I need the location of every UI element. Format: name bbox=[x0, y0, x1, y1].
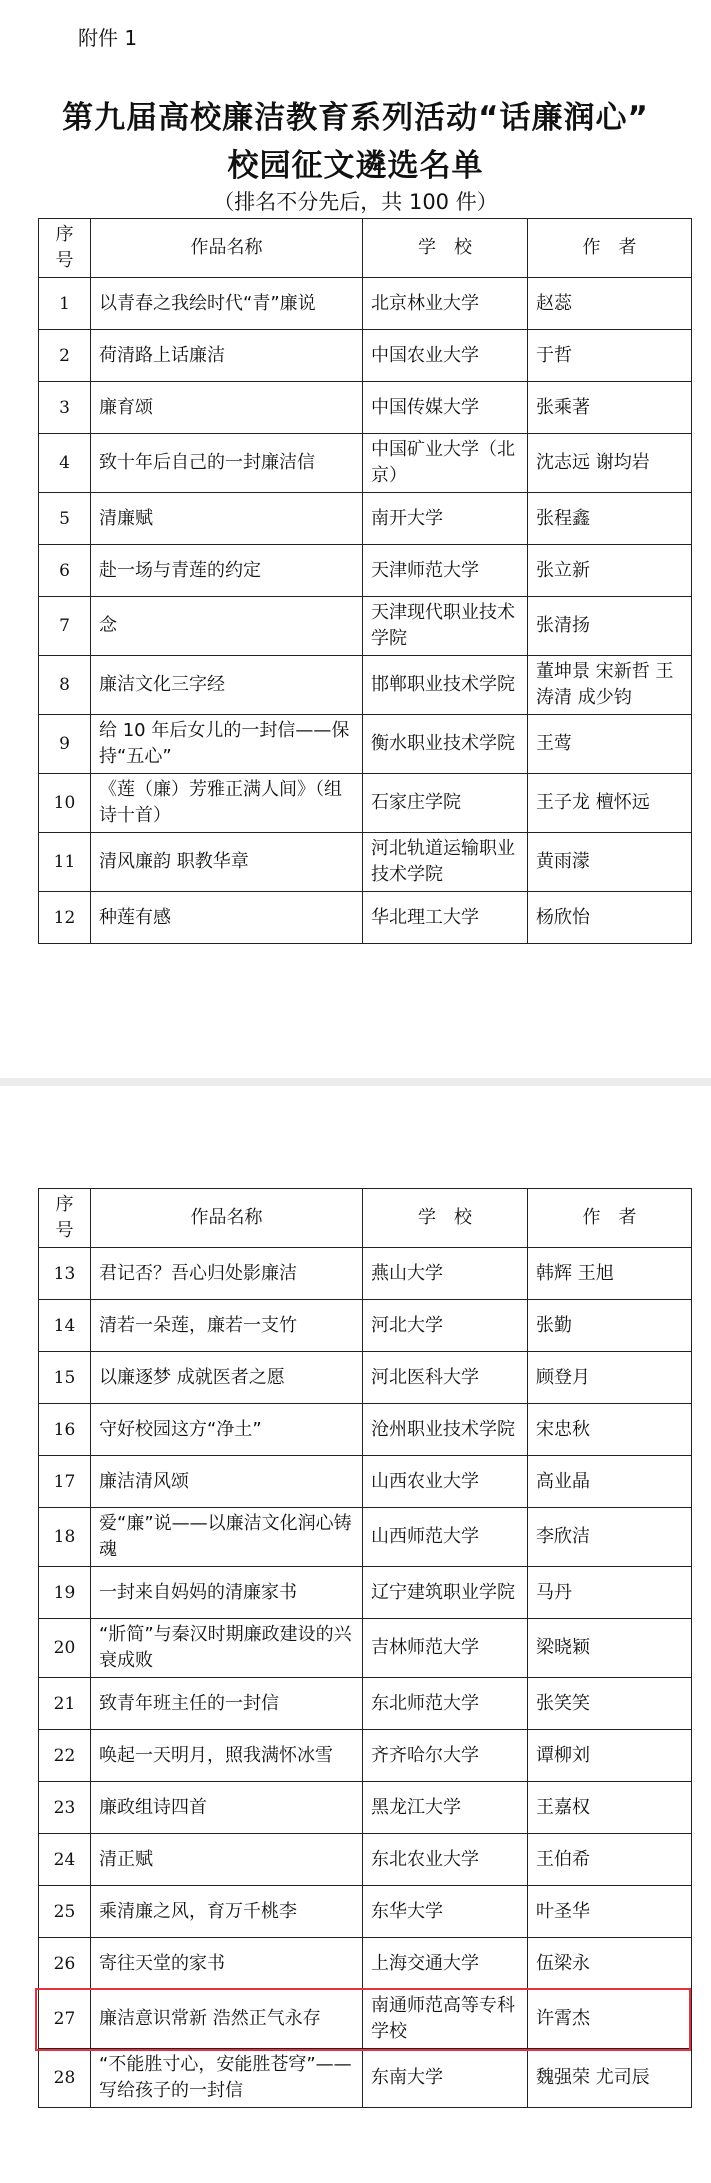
cell-author: 韩辉 王旭 bbox=[528, 1248, 692, 1300]
cell-title: 荷清路上话廉洁 bbox=[91, 330, 363, 382]
cell-author: 李欣洁 bbox=[528, 1508, 692, 1567]
cell-school: 河北医科大学 bbox=[363, 1352, 528, 1404]
cell-author: 张清扬 bbox=[528, 597, 692, 656]
cell-school: 河北轨道运输职业技术学院 bbox=[363, 833, 528, 892]
table-row bbox=[39, 1508, 692, 1567]
cell-no: 27 bbox=[39, 1990, 91, 2049]
cell-title: 廉洁清风颂 bbox=[91, 1456, 363, 1508]
cell-author: 赵蕊 bbox=[528, 278, 692, 330]
cell-school: 东北农业大学 bbox=[363, 1834, 528, 1886]
cell-author: 王莺 bbox=[528, 715, 692, 774]
cell-school: 华北理工大学 bbox=[363, 892, 528, 944]
cell-title: 君记否？吾心归处影廉洁 bbox=[91, 1248, 363, 1300]
selection-table-page1 bbox=[38, 218, 692, 944]
cell-school: 东北师范大学 bbox=[363, 1678, 528, 1730]
cell-school: 衡水职业技术学院 bbox=[363, 715, 528, 774]
cell-title: 廉政组诗四首 bbox=[91, 1782, 363, 1834]
cell-school: 山西师范大学 bbox=[363, 1508, 528, 1567]
cell-school: 天津现代职业技术学院 bbox=[363, 597, 528, 656]
cell-school: 南开大学 bbox=[363, 493, 528, 545]
cell-school: 吉林师范大学 bbox=[363, 1619, 528, 1678]
cell-no: 7 bbox=[39, 597, 91, 656]
cell-author: 王子龙 檀怀远 bbox=[528, 774, 692, 833]
cell-school: 邯郸职业技术学院 bbox=[363, 656, 528, 715]
cell-author: 沈志远 谢均岩 bbox=[528, 434, 692, 493]
table-row bbox=[39, 1886, 692, 1938]
cell-title: 廉洁意识常新 浩然正气永存 bbox=[91, 1990, 363, 2049]
page-separator bbox=[0, 1078, 711, 1086]
cell-title: “斨简”与秦汉时期廉政建设的兴衰成败 bbox=[91, 1619, 363, 1678]
table-row bbox=[39, 715, 692, 774]
header-title: 作品名称 bbox=[91, 219, 363, 278]
cell-no: 8 bbox=[39, 656, 91, 715]
cell-school: 中国传媒大学 bbox=[363, 382, 528, 434]
header-no: 序号 bbox=[39, 1189, 91, 1248]
cell-author: 张立新 bbox=[528, 545, 692, 597]
cell-school: 东华大学 bbox=[363, 1886, 528, 1938]
cell-title: 廉育颂 bbox=[91, 382, 363, 434]
cell-school: 沧州职业技术学院 bbox=[363, 1404, 528, 1456]
cell-author: 张勤 bbox=[528, 1300, 692, 1352]
table-body-page1 bbox=[39, 278, 692, 944]
cell-author: 于哲 bbox=[528, 330, 692, 382]
cell-no: 12 bbox=[39, 892, 91, 944]
cell-author: 杨欣怡 bbox=[528, 892, 692, 944]
cell-school: 齐齐哈尔大学 bbox=[363, 1730, 528, 1782]
cell-title: 致十年后自己的一封廉洁信 bbox=[91, 434, 363, 493]
selection-table-page2 bbox=[38, 1188, 692, 2108]
cell-no: 18 bbox=[39, 1508, 91, 1567]
cell-title: 赴一场与青莲的约定 bbox=[91, 545, 363, 597]
table-row bbox=[39, 1730, 692, 1782]
cell-title: 清若一朵莲，廉若一支竹 bbox=[91, 1300, 363, 1352]
cell-title: 一封来自妈妈的清廉家书 bbox=[91, 1567, 363, 1619]
cell-title: 清廉赋 bbox=[91, 493, 363, 545]
table-row bbox=[39, 597, 692, 656]
cell-no: 6 bbox=[39, 545, 91, 597]
cell-author: 高业晶 bbox=[528, 1456, 692, 1508]
header-author: 作 者 bbox=[528, 1189, 692, 1248]
cell-no: 1 bbox=[39, 278, 91, 330]
table-row bbox=[39, 1938, 692, 1990]
cell-author: 伍梁永 bbox=[528, 1938, 692, 1990]
cell-title: 寄往天堂的家书 bbox=[91, 1938, 363, 1990]
cell-author: 王伯希 bbox=[528, 1834, 692, 1886]
cell-title: “不能胜寸心，安能胜苍穹”——写给孩子的一封信 bbox=[91, 2049, 363, 2108]
cell-no: 5 bbox=[39, 493, 91, 545]
table-row bbox=[39, 892, 692, 944]
cell-author: 宋忠秋 bbox=[528, 1404, 692, 1456]
table-row bbox=[39, 1990, 692, 2049]
table-row bbox=[39, 278, 692, 330]
cell-no: 24 bbox=[39, 1834, 91, 1886]
cell-school: 辽宁建筑职业学院 bbox=[363, 1567, 528, 1619]
cell-author: 张笑笑 bbox=[528, 1678, 692, 1730]
cell-school: 北京林业大学 bbox=[363, 278, 528, 330]
cell-school: 中国农业大学 bbox=[363, 330, 528, 382]
cell-no: 16 bbox=[39, 1404, 91, 1456]
cell-no: 28 bbox=[39, 2049, 91, 2108]
cell-no: 9 bbox=[39, 715, 91, 774]
cell-no: 15 bbox=[39, 1352, 91, 1404]
cell-no: 10 bbox=[39, 774, 91, 833]
cell-no: 20 bbox=[39, 1619, 91, 1678]
table-row bbox=[39, 382, 692, 434]
cell-title: 爱“廉”说——以廉洁文化润心铸魂 bbox=[91, 1508, 363, 1567]
header-title: 作品名称 bbox=[91, 1189, 363, 1248]
table-row bbox=[39, 2049, 692, 2108]
table-row bbox=[39, 1352, 692, 1404]
header-author: 作 者 bbox=[528, 219, 692, 278]
table-row bbox=[39, 330, 692, 382]
cell-no: 25 bbox=[39, 1886, 91, 1938]
cell-school: 南通师范高等专科学校 bbox=[363, 1990, 528, 2049]
table-row bbox=[39, 1782, 692, 1834]
cell-no: 22 bbox=[39, 1730, 91, 1782]
table-header-row bbox=[39, 219, 692, 278]
table-row bbox=[39, 1678, 692, 1730]
cell-author: 王嘉权 bbox=[528, 1782, 692, 1834]
cell-author: 许霄杰 bbox=[528, 1990, 692, 2049]
cell-title: 唤起一天明月，照我满怀冰雪 bbox=[91, 1730, 363, 1782]
table-row bbox=[39, 1834, 692, 1886]
cell-title: 清正赋 bbox=[91, 1834, 363, 1886]
cell-school: 山西农业大学 bbox=[363, 1456, 528, 1508]
cell-title: 以廉逐梦 成就医者之愿 bbox=[91, 1352, 363, 1404]
header-no: 序号 bbox=[39, 219, 91, 278]
table-body-page2 bbox=[39, 1248, 692, 2108]
cell-author: 梁晓颖 bbox=[528, 1619, 692, 1678]
cell-author: 叶圣华 bbox=[528, 1886, 692, 1938]
cell-title: 致青年班主任的一封信 bbox=[91, 1678, 363, 1730]
table-row bbox=[39, 545, 692, 597]
cell-author: 马丹 bbox=[528, 1567, 692, 1619]
cell-title: 乘清廉之风，育万千桃李 bbox=[91, 1886, 363, 1938]
table-row bbox=[39, 1567, 692, 1619]
cell-no: 14 bbox=[39, 1300, 91, 1352]
cell-author: 谭柳刘 bbox=[528, 1730, 692, 1782]
cell-author: 魏强荣 尤司辰 bbox=[528, 2049, 692, 2108]
cell-school: 石家庄学院 bbox=[363, 774, 528, 833]
cell-author: 黄雨濛 bbox=[528, 833, 692, 892]
cell-no: 19 bbox=[39, 1567, 91, 1619]
document-subtitle: （排名不分先后，共 100 件） bbox=[213, 190, 498, 214]
document-page-1 bbox=[0, 0, 711, 1075]
cell-title: 守好校园这方“净土” bbox=[91, 1404, 363, 1456]
cell-no: 13 bbox=[39, 1248, 91, 1300]
cell-title: 种莲有感 bbox=[91, 892, 363, 944]
cell-author: 董坤景 宋新哲 王涛清 成少钧 bbox=[528, 656, 692, 715]
cell-title: 给 10 年后女儿的一封信——保持“五心” bbox=[91, 715, 363, 774]
cell-author: 顾登月 bbox=[528, 1352, 692, 1404]
header-school: 学 校 bbox=[363, 1189, 528, 1248]
cell-title: 清风廉韵 职教华章 bbox=[91, 833, 363, 892]
table-row bbox=[39, 1619, 692, 1678]
cell-no: 11 bbox=[39, 833, 91, 892]
table-row bbox=[39, 1300, 692, 1352]
document-title-line2: 校园征文遴选名单 bbox=[227, 148, 484, 184]
table-header-row bbox=[39, 1189, 692, 1248]
cell-title: 以青春之我绘时代“青”廉说 bbox=[91, 278, 363, 330]
table-row bbox=[39, 833, 692, 892]
cell-title: 《莲（廉）芳雅正满人间》（组诗十首） bbox=[91, 774, 363, 833]
cell-no: 2 bbox=[39, 330, 91, 382]
cell-title: 廉洁文化三字经 bbox=[91, 656, 363, 715]
cell-school: 上海交通大学 bbox=[363, 1938, 528, 1990]
cell-title: 念 bbox=[91, 597, 363, 656]
document-page-2 bbox=[0, 1090, 711, 2183]
cell-no: 23 bbox=[39, 1782, 91, 1834]
cell-school: 东南大学 bbox=[363, 2049, 528, 2108]
cell-no: 17 bbox=[39, 1456, 91, 1508]
cell-no: 4 bbox=[39, 434, 91, 493]
table-row bbox=[39, 493, 692, 545]
cell-school: 燕山大学 bbox=[363, 1248, 528, 1300]
table-row bbox=[39, 434, 692, 493]
attachment-label: 附件 1 bbox=[78, 26, 138, 50]
header-school: 学 校 bbox=[363, 219, 528, 278]
document-title-line1: 第九届高校廉洁教育系列活动“话廉润心” bbox=[62, 100, 649, 136]
table-row bbox=[39, 774, 692, 833]
table-row bbox=[39, 1456, 692, 1508]
cell-school: 黑龙江大学 bbox=[363, 1782, 528, 1834]
cell-no: 3 bbox=[39, 382, 91, 434]
cell-no: 26 bbox=[39, 1938, 91, 1990]
table-row bbox=[39, 1248, 692, 1300]
cell-no: 21 bbox=[39, 1678, 91, 1730]
table-row bbox=[39, 1404, 692, 1456]
cell-school: 河北大学 bbox=[363, 1300, 528, 1352]
table-row bbox=[39, 656, 692, 715]
cell-school: 中国矿业大学（北京） bbox=[363, 434, 528, 493]
cell-author: 张乘著 bbox=[528, 382, 692, 434]
cell-author: 张程鑫 bbox=[528, 493, 692, 545]
cell-school: 天津师范大学 bbox=[363, 545, 528, 597]
